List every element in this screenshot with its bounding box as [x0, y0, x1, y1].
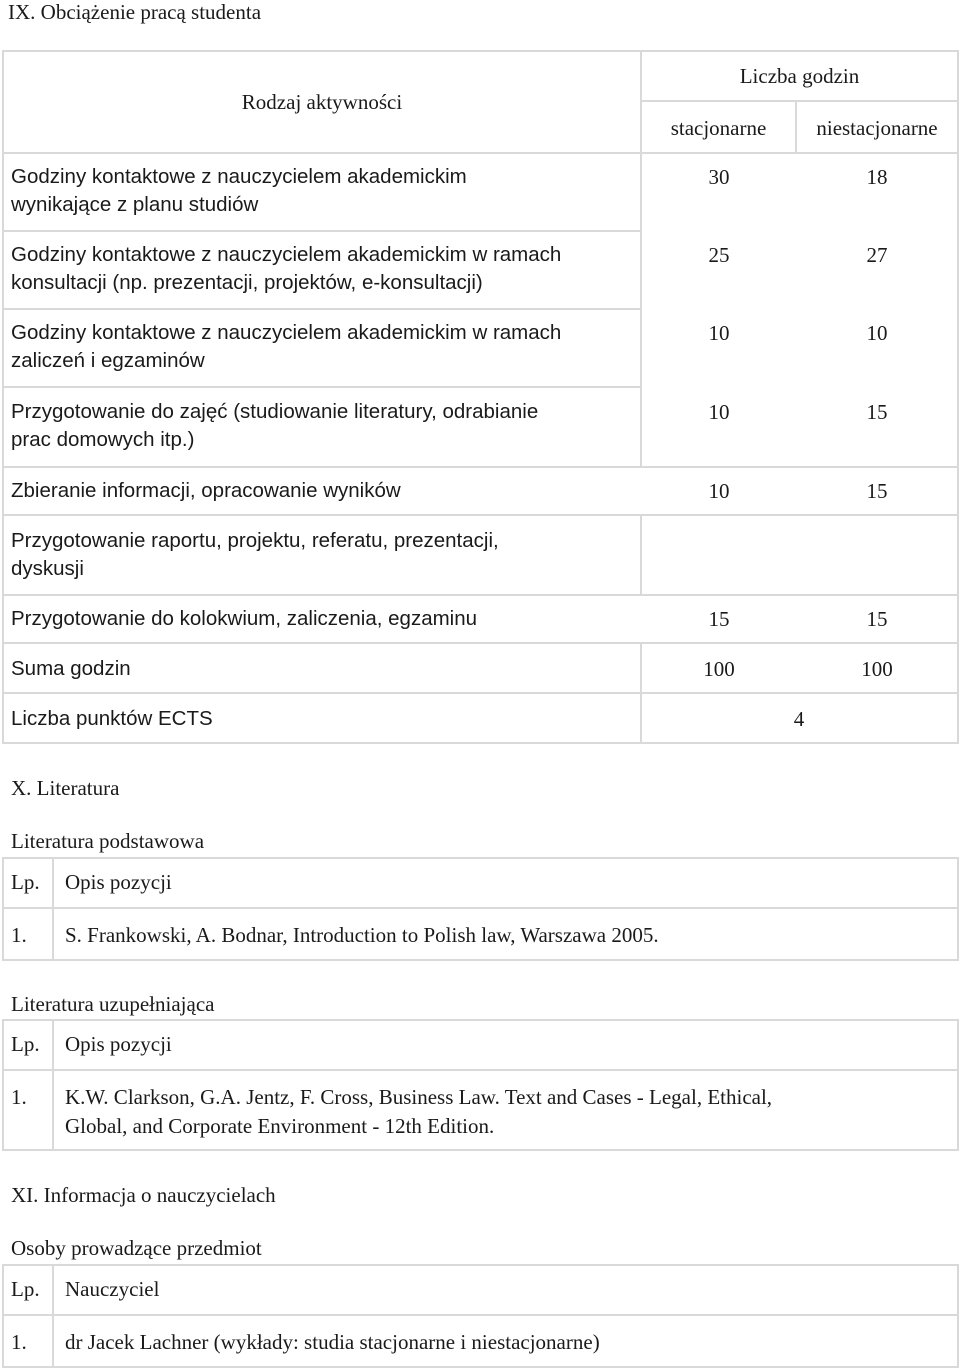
value-nonstationary: 27 — [866, 243, 888, 267]
item-desc: S. Frankowski, A. Bodnar, Introduction to Polish law, Warszawa 2005. — [65, 923, 659, 947]
row-label: Godziny kontaktowe z nauczycielem akademickim — [11, 165, 467, 188]
col-lp: Lp. — [11, 1277, 40, 1301]
subsection-heading: Literatura podstawowa — [11, 829, 205, 853]
table-header-cell — [52, 857, 959, 909]
item-lp: 1. — [11, 1330, 27, 1354]
table-row — [2, 1069, 54, 1151]
values-block-cell — [640, 152, 959, 468]
section-title: X. Literatura — [11, 776, 120, 800]
col-teacher: Nauczyciel — [65, 1277, 160, 1301]
header-hours-label: Liczba godzin — [739, 64, 860, 88]
row-label: Przygotowanie do zajęć (studiowanie literatury, odrabianie — [11, 400, 539, 423]
row-label: Zbieranie informacji, opracowanie wyników — [11, 479, 401, 502]
col-lp: Lp. — [11, 1032, 40, 1056]
value-stationary: 15 — [708, 607, 730, 631]
section-title: IX. Obciążenie pracą studenta — [8, 0, 262, 24]
teacher-name: dr Jacek Lachner (wykłady: studia stacjonarne i niestacjonarne) — [65, 1330, 600, 1354]
value-nonstationary: 15 — [866, 607, 888, 631]
subsection-heading: Literatura uzupełniająca — [11, 992, 215, 1016]
section-title: XI. Informacja o nauczycielach — [11, 1183, 276, 1207]
col-desc: Opis pozycji — [65, 870, 172, 894]
row-label: zaliczeń i egzaminów — [11, 349, 205, 372]
value-stationary: 10 — [708, 321, 730, 345]
header-stationary-label: stacjonarne — [670, 116, 767, 140]
value-nonstationary: 10 — [866, 321, 888, 345]
value-stationary: 100 — [703, 657, 735, 681]
value-nonstationary: 15 — [866, 400, 888, 424]
item-lp: 1. — [11, 923, 27, 947]
table-header-cell — [52, 1264, 959, 1316]
row-label: konsultacji (np. prezentacji, projektów, e-konsultacji) — [11, 271, 483, 294]
row-label: dyskusji — [11, 557, 84, 580]
row-label: Godziny kontaktowe z nauczycielem akademickim w ramach — [11, 243, 562, 266]
row-label: Suma godzin — [11, 657, 131, 680]
values-cell — [640, 642, 959, 694]
value-stationary: 10 — [708, 479, 730, 503]
value-nonstationary: 18 — [866, 165, 888, 189]
header-activity-label: Rodzaj aktywności — [241, 90, 403, 114]
table-row — [2, 1314, 54, 1368]
header-nonstationary-label: niestacjonarne — [816, 116, 938, 140]
table-row — [2, 907, 54, 961]
row-label: Przygotowanie raportu, projektu, referatu, prezentacji, — [11, 529, 499, 552]
row-label: prac domowych itp.) — [11, 428, 195, 451]
item-desc: K.W. Clarkson, G.A. Jentz, F. Cross, Business Law. Text and Cases - Legal, Ethical, — [65, 1085, 773, 1109]
item-desc: Global, and Corporate Environment - 12th Edition. — [65, 1114, 495, 1138]
values-cell — [640, 514, 959, 596]
row-label: wynikające z planu studiów — [11, 193, 259, 216]
value-stationary: 25 — [708, 243, 730, 267]
value-nonstationary: 15 — [866, 479, 888, 503]
ects-label: Liczba punktów ECTS — [11, 707, 213, 730]
value-stationary: 30 — [708, 165, 730, 189]
row-label: Przygotowanie do kolokwium, zaliczenia, egzaminu — [11, 607, 478, 630]
value-nonstationary: 100 — [861, 657, 893, 681]
row-label: Godziny kontaktowe z nauczycielem akademickim w ramach — [11, 321, 562, 344]
subsection-heading: Osoby prowadzące przedmiot — [11, 1236, 262, 1260]
ects-value: 4 — [793, 707, 805, 731]
item-lp: 1. — [11, 1085, 27, 1109]
col-desc: Opis pozycji — [65, 1032, 172, 1056]
table-header-cell — [52, 1019, 959, 1071]
value-stationary: 10 — [708, 400, 730, 424]
col-lp: Lp. — [11, 870, 40, 894]
